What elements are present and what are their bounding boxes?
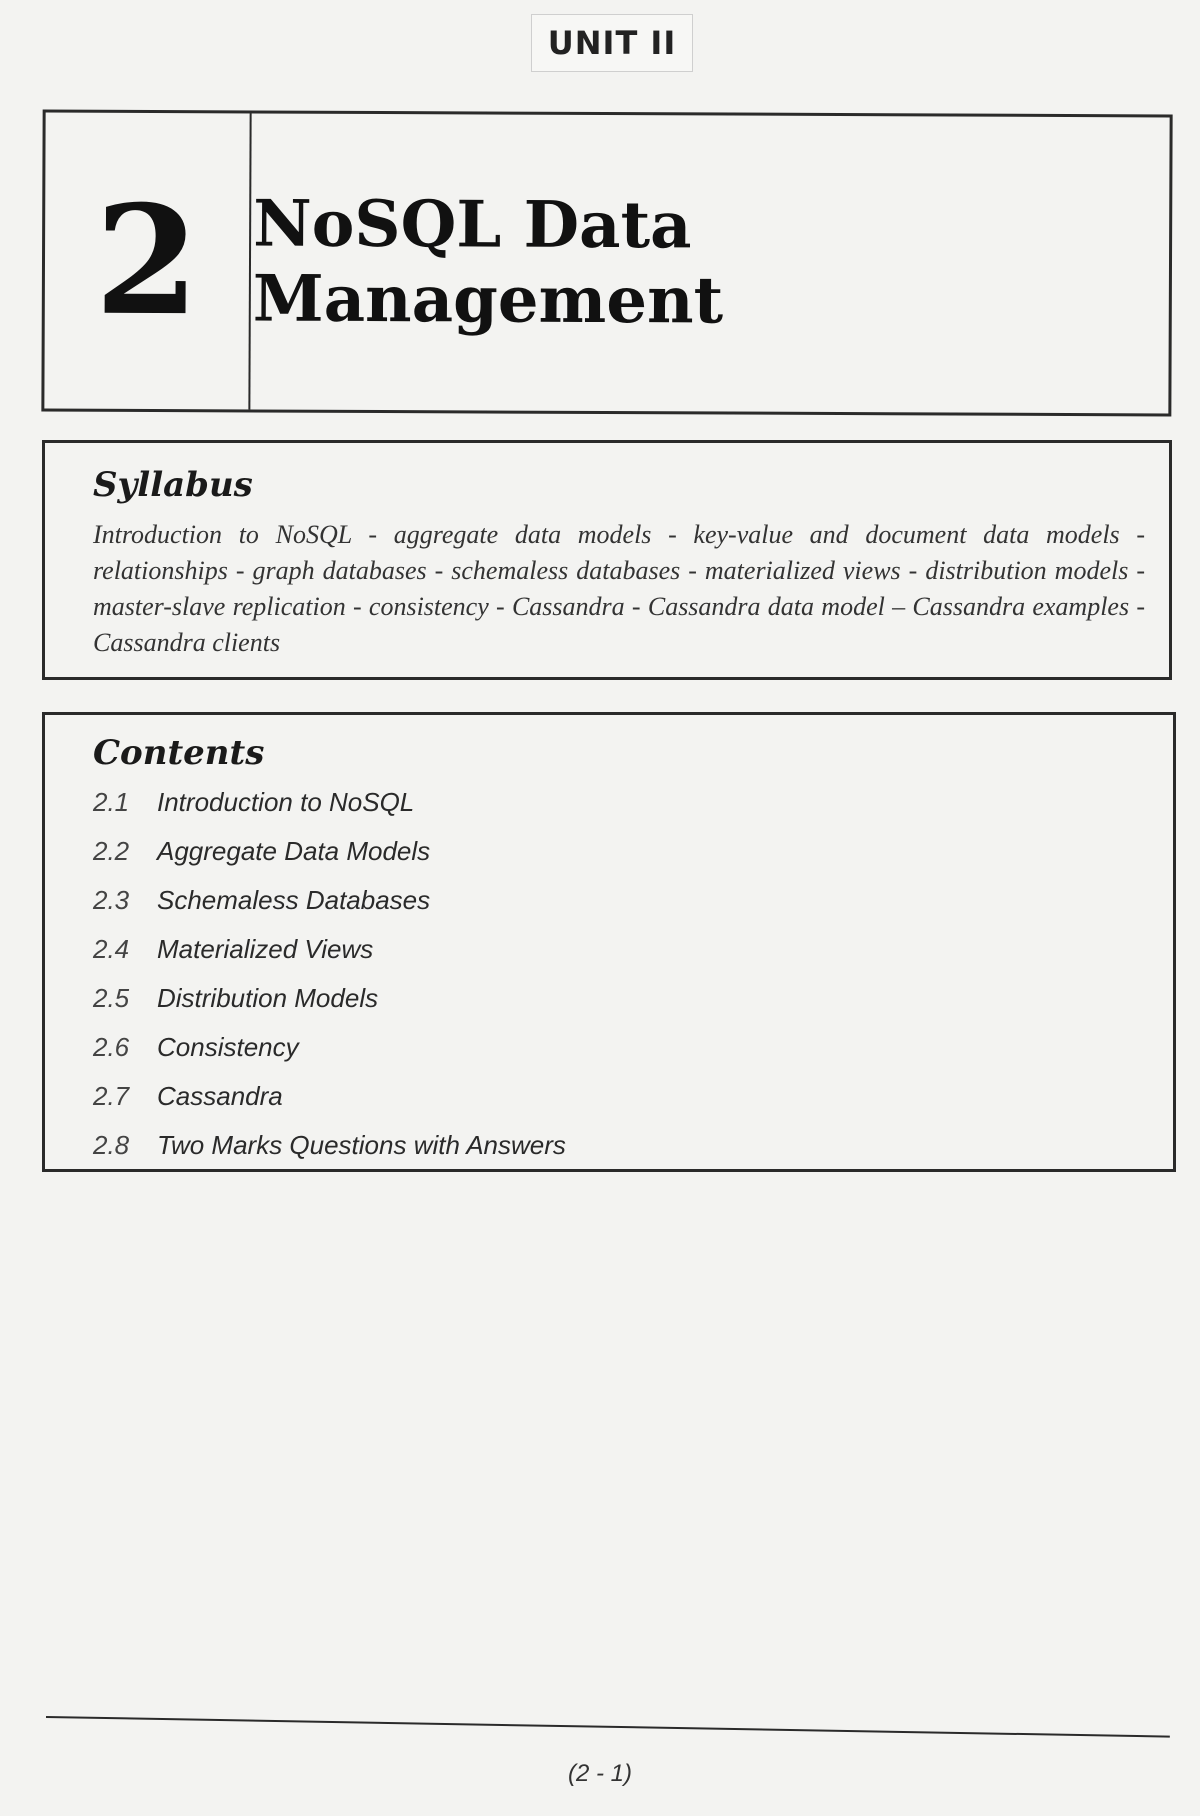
contents-item <box>93 1032 1149 1081</box>
contents-item <box>93 1130 1149 1179</box>
contents-item <box>93 836 1149 885</box>
chapter-number: 2 <box>94 172 200 350</box>
contents-item-title: Distribution Models <box>157 983 379 1013</box>
contents-item-number: 2.8 <box>93 1130 130 1160</box>
contents-item <box>93 787 1149 836</box>
contents-item-number: 2.2 <box>93 836 130 866</box>
contents-item-title: Introduction to NoSQL <box>157 787 415 817</box>
contents-item <box>93 934 1149 983</box>
chapter-divider <box>248 113 251 409</box>
contents-box <box>42 712 1176 1172</box>
contents-list <box>93 787 1149 1179</box>
contents-item-title: Two Marks Questions with Answers <box>157 1130 566 1160</box>
contents-item <box>93 983 1149 1032</box>
contents-heading: Contents <box>93 733 265 773</box>
contents-item-title: Cassandra <box>157 1081 283 1111</box>
contents-item-number: 2.5 <box>93 983 130 1013</box>
contents-item-title: Materialized Views <box>157 934 374 964</box>
page-number: (2 - 1) <box>567 1760 632 1787</box>
contents-item-number: 2.7 <box>93 1081 130 1111</box>
syllabus-text: Introduction to NoSQL - aggregate data models - key-value and document data models - relationships - graph databases - schemaless databases - materialized views - distribution models - master-slave replication - consistency - Cassandra - Cassandra data model – Cassandra examples - Cassandra clients <box>93 520 1145 657</box>
contents-item-number: 2.4 <box>93 934 130 964</box>
chapter-header-box <box>41 110 1172 417</box>
contents-item <box>93 885 1149 934</box>
contents-item-number: 2.1 <box>93 787 130 817</box>
footer-rule <box>46 1716 1170 1738</box>
syllabus-heading: Syllabus <box>93 465 253 505</box>
contents-item-number: 2.3 <box>93 885 130 915</box>
unit-label: UNIT II <box>531 14 693 72</box>
chapter-title: NoSQL Data Management <box>252 186 724 339</box>
contents-item <box>93 1081 1149 1130</box>
contents-item-number: 2.6 <box>93 1032 130 1062</box>
contents-item-title: Schemaless Databases <box>157 885 431 915</box>
syllabus-box <box>42 440 1172 680</box>
contents-item-title: Aggregate Data Models <box>157 836 431 866</box>
contents-item-title: Consistency <box>157 1032 299 1062</box>
